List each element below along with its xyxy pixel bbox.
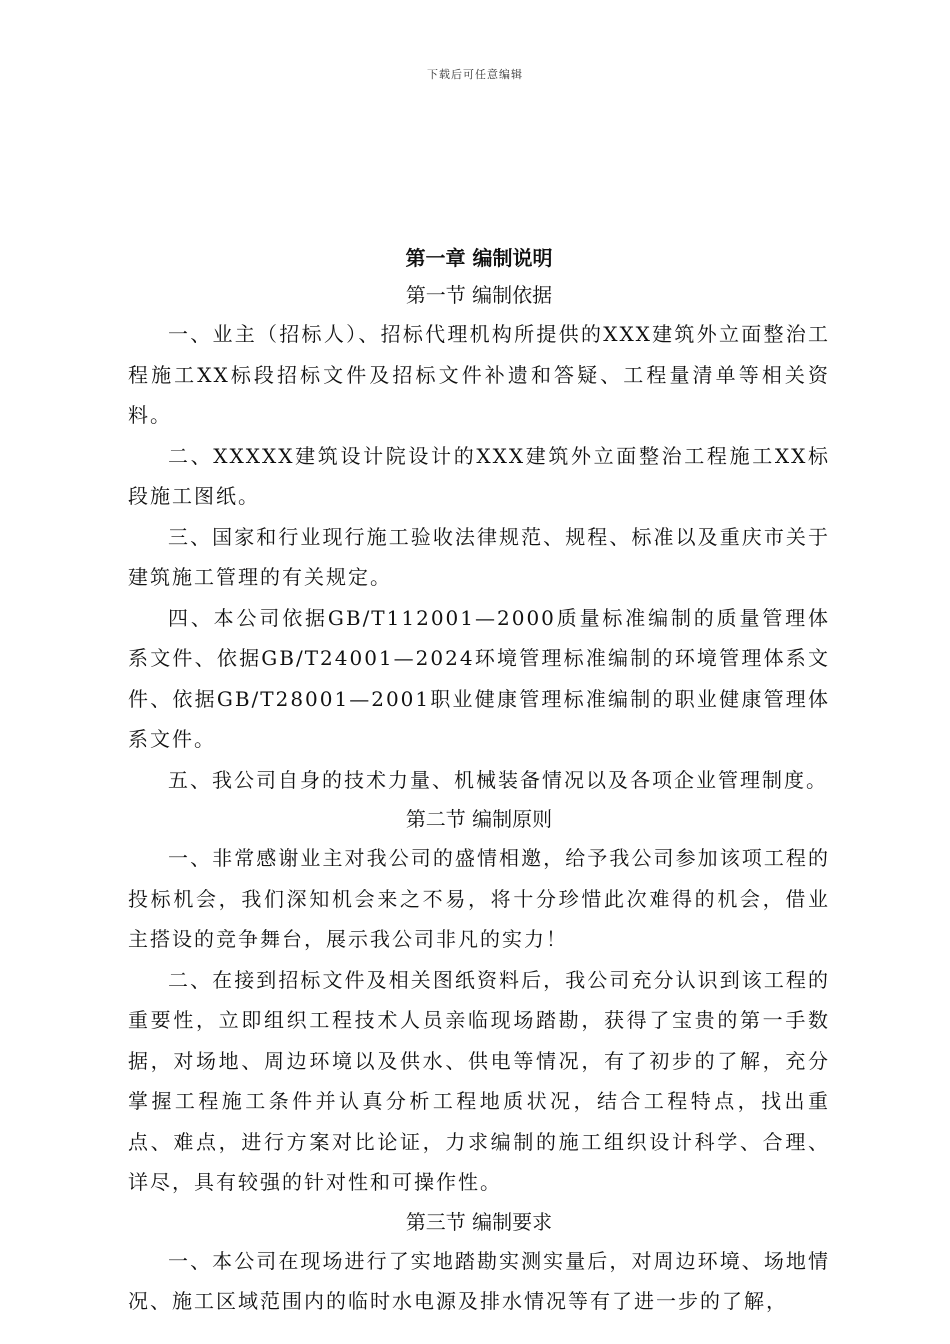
- header-note: 下载后可任意编辑: [427, 68, 523, 81]
- paragraph: 五、我公司自身的技术力量、机械装备情况以及各项企业管理制度。: [168, 767, 828, 792]
- paragraph: 二、XXXXX建筑设计院设计的XXX建筑外立面整治工程施工XX标段施工图纸。: [128, 443, 830, 508]
- paragraph: 一、业主（招标人）、招标代理机构所提供的XXX建筑外立面整治工程施工XX标段招标文件及招标文件补遗和答疑、工程量清单等相关资料。: [128, 322, 830, 427]
- paragraph: 一、本公司在现场进行了实地踏勘实测实量后，对周边环境、场地情况、施工区域范围内的临时水电源及排水情况等有了进一步的了解，: [128, 1248, 830, 1313]
- chapter-title: 第一章 编制说明: [405, 246, 553, 270]
- paragraph: 三、国家和行业现行施工验收法律规范、规程、标准以及重庆市关于建筑施工管理的有关规定。: [128, 524, 830, 589]
- paragraph: 一、非常感谢业主对我公司的盛情相邀，给予我公司参加该项工程的投标机会，我们深知机会来之不易，将十分珍惜此次难得的机会，借业主搭设的竞争舞台，展示我公司非凡的实力！: [128, 846, 830, 951]
- section-title: 第三节 编制要求: [405, 1209, 553, 1234]
- section-title: 第一节 编制依据: [405, 283, 553, 307]
- paragraph: 二、在接到招标文件及相关图纸资料后，我公司充分认识到该工程的重要性，立即组织工程技术人员亲临现场踏勘，获得了宝贵的第一手数据，对场地、周边环境以及供水、供电等情况，有了初步的了解，充分掌握工程施工条件并认真分析工程地质状况，结合工程特点，找出重点、难点，进行方案对比论证，力求编制的施工组织设计科学、合理、详尽，具有较强的针对性和可操作性。: [128, 967, 830, 1194]
- section-title: 第二节 编制原则: [405, 807, 553, 831]
- document-body: [128, 240, 830, 1322]
- paragraph: 四、本公司依据GB/T112001—2000质量标准编制的质量管理体系文件、依据GB/T24001—2024环境管理标准编制的环境管理体系文件、依据GB/T28001—2001职业健康管理标准编制的职业健康管理体系文件。: [128, 605, 830, 751]
